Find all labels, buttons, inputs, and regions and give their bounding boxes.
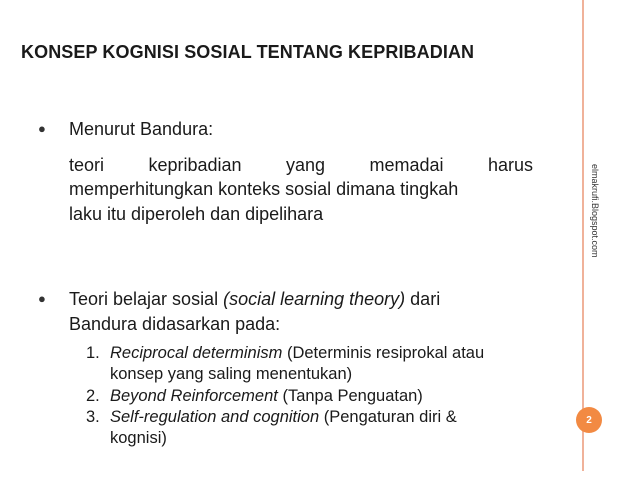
list-item-body [110,343,570,385]
list-item-body [110,386,570,407]
list-item-desc: (Pengaturan diri & [319,408,457,426]
bullet-icon: ● [38,291,46,306]
section1-line-2: memperhitungkan konteks sosial dimana tingkah [69,179,459,199]
slide-left-border [0,0,8,479]
list-number: 1. [86,344,100,362]
list-item-term: Beyond Reinforcement [110,387,278,405]
list-number: 3. [86,408,100,426]
section2-text-end: dari [405,289,441,309]
bullet-icon: ● [38,121,46,136]
blog-url-text: elmakrufi.Blogspot.com [590,164,600,258]
section2-line-2: Bandura didasarkan pada: [69,314,281,334]
section2-italic-term: (social learning theory) [223,289,406,309]
list-number: 2. [86,387,100,405]
page-number-badge: 2 [576,407,602,433]
section1-line-3: laku itu diperoleh dan dipelihara [69,204,324,224]
list-item-desc: (Tanpa Penguatan) [277,387,423,405]
list-item-cont: konsep yang saling menentukan) [110,365,353,383]
list-item-term: Reciprocal determinism [110,344,283,362]
blog-watermark [590,164,604,284]
section2-text: Teori belajar sosial [69,289,224,309]
slide-title: KONSEP KOGNISI SOSIAL TENTANG KEPRIBADIAN [21,42,475,62]
section1-heading: Menurut Bandura: [69,119,214,139]
section2-line-1 [69,287,440,311]
section1-line-1: teori kepribadian yang memadai harus [69,155,533,175]
list-item-term: Self-regulation and cognition [110,408,320,426]
slide-bottom-border [0,471,638,479]
list-item-body [110,407,570,449]
list-item-desc: (Determinis resiprokal atau [282,344,485,362]
list-item-cont: kognisi) [110,429,167,447]
